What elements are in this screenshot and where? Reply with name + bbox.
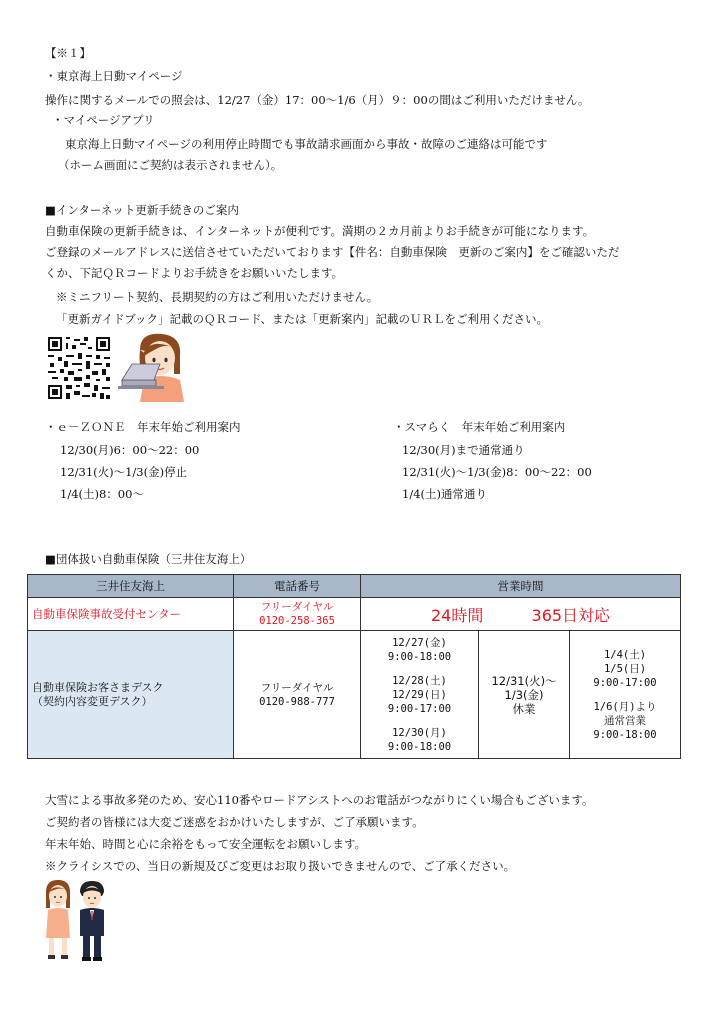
closed-line: 休業 bbox=[512, 701, 536, 716]
bowing-staff-illustration bbox=[40, 880, 112, 962]
internet-line-5: 「更新ガイドブック」記載のＱＲコード、または「更新案内」記載のＵＲＬをご利用ください。 bbox=[56, 312, 548, 326]
hours-line: 9:00-17:00 bbox=[387, 702, 452, 715]
qr-code-icon[interactable] bbox=[46, 335, 112, 401]
internet-line-1: 自動車保険の更新手続きは、インターネットが便利です。満期の２カ月前よりお手続きが可能になります。 bbox=[45, 224, 595, 238]
header-hours: 営業時間 bbox=[361, 575, 681, 598]
hours-line: 9:00-18:00 bbox=[387, 740, 452, 753]
hours-line: 1/4(土) bbox=[603, 648, 647, 661]
app-title: ・マイページアプリ bbox=[52, 113, 155, 127]
customer-desk-closed bbox=[479, 631, 570, 759]
internet-line-4: ※ミニフリート契約、長期契約の方はご利用いただけません。 bbox=[56, 290, 379, 304]
app-text-2: （ホーム画面にご契約は表示されません）。 bbox=[58, 158, 283, 172]
table-row bbox=[28, 598, 681, 631]
closing-line-1: 大雪による事故多発のため、安心110番やロードアシストへのお電話がつながりにくい場合もございます。 bbox=[45, 793, 594, 807]
hours-line: 9:00-18:00 bbox=[387, 650, 452, 663]
closed-line: 12/31(火)〜 bbox=[491, 673, 557, 688]
ezone-line-3: 1/4(土)8：00〜 bbox=[60, 487, 144, 501]
note1-heading: 【※１】 bbox=[45, 46, 91, 60]
hours-line: 1/6(月)より bbox=[593, 700, 657, 713]
customer-desk-hours-before bbox=[361, 631, 479, 759]
hours-line: 12/30(月) bbox=[392, 726, 447, 739]
hours-line: 9:00-17:00 bbox=[593, 676, 657, 689]
hours-line: 12/28(土) bbox=[392, 674, 447, 687]
sumaraku-line-1: 12/30(月)まで通常通り bbox=[402, 443, 525, 457]
hours-line: 通常営業 bbox=[604, 714, 647, 727]
ezone-title: ・ｅ－ＺＯＮＥ 年末年始ご利用案内 bbox=[45, 420, 241, 434]
closing-line-3: 年末年始、時間と心に余裕をもって安全運転をお願いします。 bbox=[45, 837, 367, 851]
hours-line: 12/29(日) bbox=[392, 688, 447, 701]
hours-line: 12/27(金) bbox=[392, 636, 447, 649]
closing-line-4: ※クライシスでの、当日の新規及びご変更はお取り扱いできませんので、ご了承ください。 bbox=[45, 859, 516, 873]
woman-laptop-illustration bbox=[118, 330, 194, 402]
ezone-line-1: 12/30(月)6：00〜22：00 bbox=[60, 443, 200, 457]
closing-line-2: ご契約者の皆様には大変ご迷惑をおかけいたしますが、ご了承願います。 bbox=[45, 815, 424, 829]
customer-desk-name bbox=[28, 631, 234, 759]
table-row bbox=[28, 631, 681, 759]
internet-line-3: くか、下記ＱＲコードよりお手続きをお願いいたします。 bbox=[45, 266, 344, 280]
internet-heading: ■インターネット更新手続きのご案内 bbox=[45, 203, 239, 217]
mypage-text: 操作に関するメールでの照会は、12/27（金）17：00〜1/6（月）９：00の間はご利用いただけません。 bbox=[45, 93, 590, 107]
phone-label: フリーダイヤル bbox=[260, 601, 334, 613]
phone-number-link[interactable]: 0120-988-777 bbox=[259, 695, 335, 708]
accident-center-phone bbox=[234, 598, 361, 631]
customer-desk-phone bbox=[234, 631, 361, 759]
header-phone: 電話番号 bbox=[234, 575, 361, 598]
accident-center-hours bbox=[361, 598, 681, 631]
group-heading: ■団体扱い自動車保険（三井住友海上） bbox=[45, 552, 252, 566]
sumaraku-title: ・スマらく 年末年始ご利用案内 bbox=[393, 420, 566, 434]
phone-label: フリーダイヤル bbox=[260, 681, 334, 694]
sumaraku-line-3: 1/4(土)通常通り bbox=[402, 487, 487, 501]
mypage-title: ・東京海上日動マイページ bbox=[45, 69, 183, 83]
header-company: 三井住友海上 bbox=[28, 575, 234, 598]
customer-desk-name-line-2: （契約内容変更デスク） bbox=[32, 694, 153, 708]
sumaraku-line-2: 12/31(火)〜1/3(金)8：00〜22：00 bbox=[402, 465, 592, 479]
customer-desk-name-line-1: 自動車保険お客さまデスク bbox=[32, 680, 164, 694]
accident-center-name: 自動車保険事故受付センター bbox=[28, 598, 234, 631]
customer-desk-hours-after bbox=[570, 631, 681, 759]
internet-line-2: ご登録のメールアドレスに送信させていただいております【件名：自動車保険 更新のご案内】をご確認いただ bbox=[45, 245, 620, 259]
table-header-row bbox=[28, 575, 681, 598]
app-text-1: 東京海上日動マイページの利用停止時間でも事故請求画面から事故・故障のご連絡は可能です bbox=[65, 137, 548, 151]
closed-line: 1/3(金) bbox=[504, 687, 544, 702]
phone-number-link[interactable]: 0120-258-365 bbox=[259, 615, 335, 627]
hours-24h: 24時間 bbox=[430, 605, 484, 625]
hours-line: 1/5(日) bbox=[603, 662, 647, 675]
hours-365days: 365日対応 bbox=[531, 605, 611, 625]
ezone-line-2: 12/31(火)〜1/3(金)停止 bbox=[60, 465, 188, 479]
hours-line: 9:00-18:00 bbox=[593, 728, 657, 741]
contact-hours-table bbox=[27, 574, 681, 759]
